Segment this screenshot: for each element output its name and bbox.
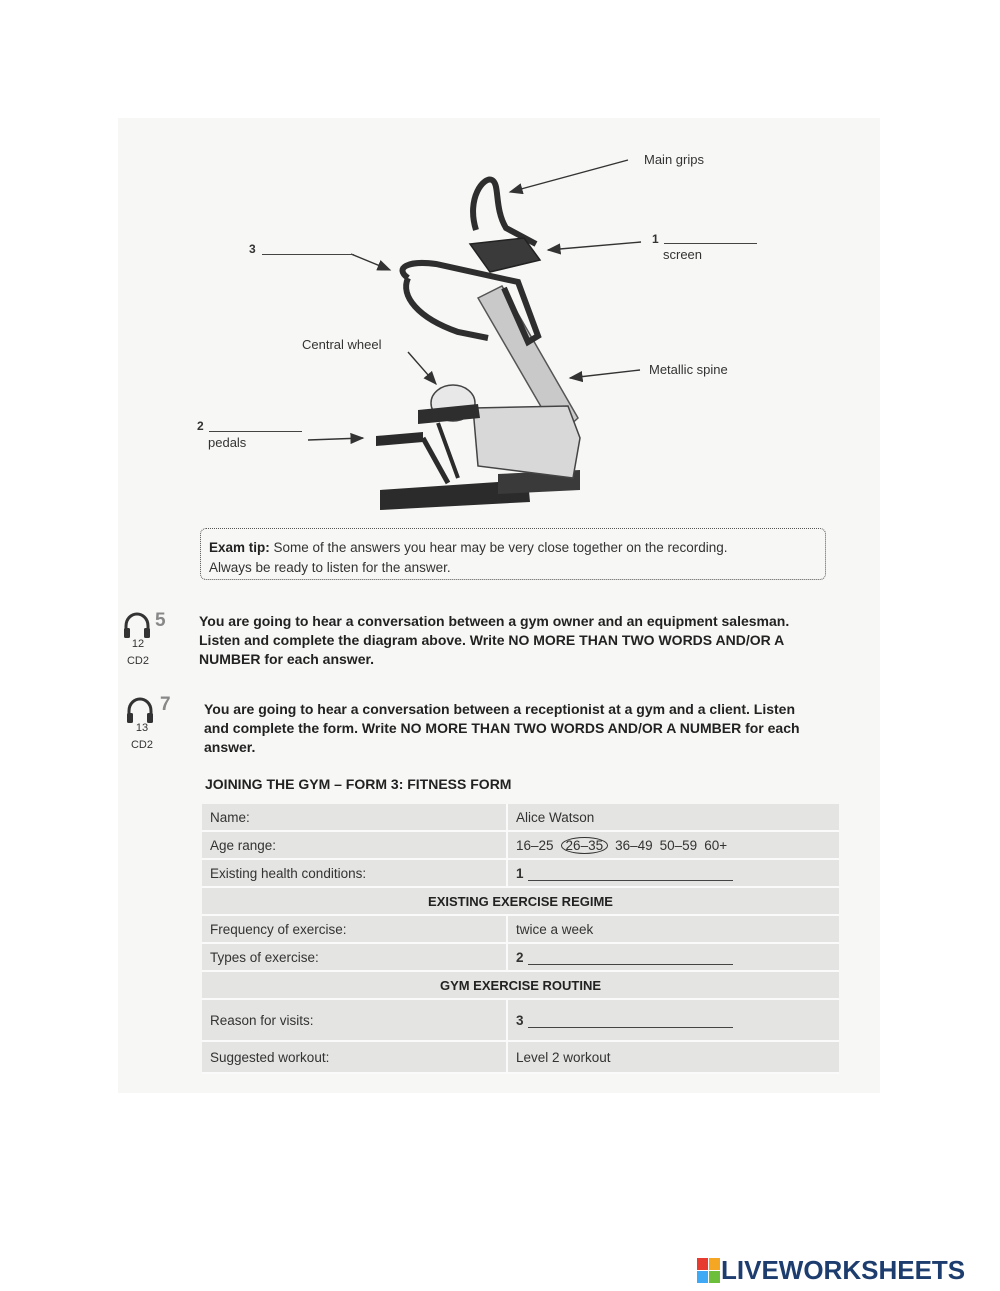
fitness-form-table: [202, 804, 839, 1074]
main-grips: [473, 180, 536, 244]
answer-1-field[interactable]: [528, 868, 733, 881]
section-title: EXISTING EXERCISE REGIME: [202, 887, 839, 915]
answer-2-blank[interactable]: [209, 420, 302, 432]
exercise-7-line: You are going to hear a conversation between a receptionist at a gym and a client. Listen: [204, 701, 795, 717]
stepper-machine-diagram: [118, 118, 880, 538]
liveworksheets-logo: [697, 1255, 965, 1286]
form-section-header: [202, 971, 839, 999]
age-option: 50–59: [659, 837, 698, 853]
logo-blocks-icon: [697, 1258, 721, 1284]
answer-3-blank[interactable]: [262, 243, 354, 255]
exercise-5-line: Listen and complete the diagram above. Write NO MORE THAN TWO WORDS AND/OR A: [199, 632, 785, 648]
form-value-name: Alice Watson: [507, 804, 839, 831]
exam-tip-text: Some of the answers you hear may be very close together on the recording.: [273, 540, 728, 555]
label-central-wheel: Central wheel: [302, 337, 382, 352]
exercise-5-instructions: [199, 612, 789, 669]
form-row-frequency: [202, 915, 839, 943]
exercise-7-cd: CD2: [130, 739, 153, 751]
form-label: Name:: [202, 804, 507, 831]
exam-tip-label: Exam tip:: [209, 540, 270, 555]
answer-cell: [507, 943, 839, 971]
answer-1-blank[interactable]: [664, 232, 757, 244]
form-section-header: [202, 887, 839, 915]
form-row-workout: [202, 1041, 839, 1073]
machine-body: [473, 406, 580, 478]
exam-tip-text-2: Always be ready to listen for the answer.: [209, 560, 451, 575]
label-metallic-spine: Metallic spine: [649, 362, 728, 377]
age-option: 16–25: [516, 837, 554, 853]
answer-cell: [507, 859, 839, 887]
label-answer-1-number: 1: [652, 232, 659, 246]
exercise-5-number: 5: [155, 610, 166, 631]
label-pedals: pedals: [208, 435, 247, 450]
brand-name: LIVEWORKSHEETS: [721, 1255, 966, 1285]
answer-number: 3: [516, 1012, 524, 1028]
answer-number: 2: [516, 949, 524, 965]
exam-tip-box: [200, 528, 826, 580]
exercise-7-number: 7: [160, 694, 171, 715]
exercise-7-line: answer.: [204, 739, 256, 755]
age-option: 60+: [704, 837, 728, 853]
answer-number: 1: [516, 865, 524, 881]
label-answer-2-number: 2: [197, 419, 204, 433]
label-main-grips: Main grips: [644, 152, 704, 167]
form-label: Reason for visits:: [202, 999, 507, 1041]
form-value-workout: Level 2 workout: [507, 1041, 839, 1073]
label-answer-3-number: 3: [249, 242, 256, 256]
form-row-types: [202, 943, 839, 971]
exercise-7-track: 13: [135, 722, 149, 734]
form-row-name: [202, 804, 839, 831]
exercise-5-track: 12: [131, 638, 145, 650]
answer-cell: [507, 999, 839, 1041]
exercise-7-instructions: [204, 700, 800, 757]
exercise-5-cd: CD2: [126, 655, 149, 667]
form-row-health: [202, 859, 839, 887]
form-row-reason: [202, 999, 839, 1041]
form-label: Types of exercise:: [202, 943, 507, 971]
pedal: [376, 432, 423, 446]
age-option-selected: 26–35: [561, 837, 609, 854]
form-value-frequency: twice a week: [507, 915, 839, 943]
section-title: GYM EXERCISE ROUTINE: [202, 971, 839, 999]
exercise-5-line: You are going to hear a conversation between a gym owner and an equipment salesman.: [199, 613, 790, 629]
form-label: Age range:: [202, 831, 507, 859]
form-row-age: [202, 831, 839, 859]
answer-2-field[interactable]: [528, 952, 733, 965]
exercise-7-line: and complete the form. Write NO MORE THAN TWO WORDS AND/OR A NUMBER for each: [204, 720, 800, 736]
label-screen: screen: [663, 247, 703, 262]
form-title: JOINING THE GYM – FORM 3: FITNESS FORM: [205, 776, 512, 792]
headphones-icon: [125, 697, 155, 725]
age-options: [507, 831, 839, 859]
form-label: Frequency of exercise:: [202, 915, 507, 943]
age-option: 36–49: [615, 837, 653, 853]
form-label: Suggested workout:: [202, 1041, 507, 1073]
answer-3-field[interactable]: [528, 1015, 733, 1028]
form-label: Existing health conditions:: [202, 859, 507, 887]
exercise-5-line: NUMBER for each answer.: [199, 651, 375, 667]
headphones-icon: [122, 612, 152, 640]
